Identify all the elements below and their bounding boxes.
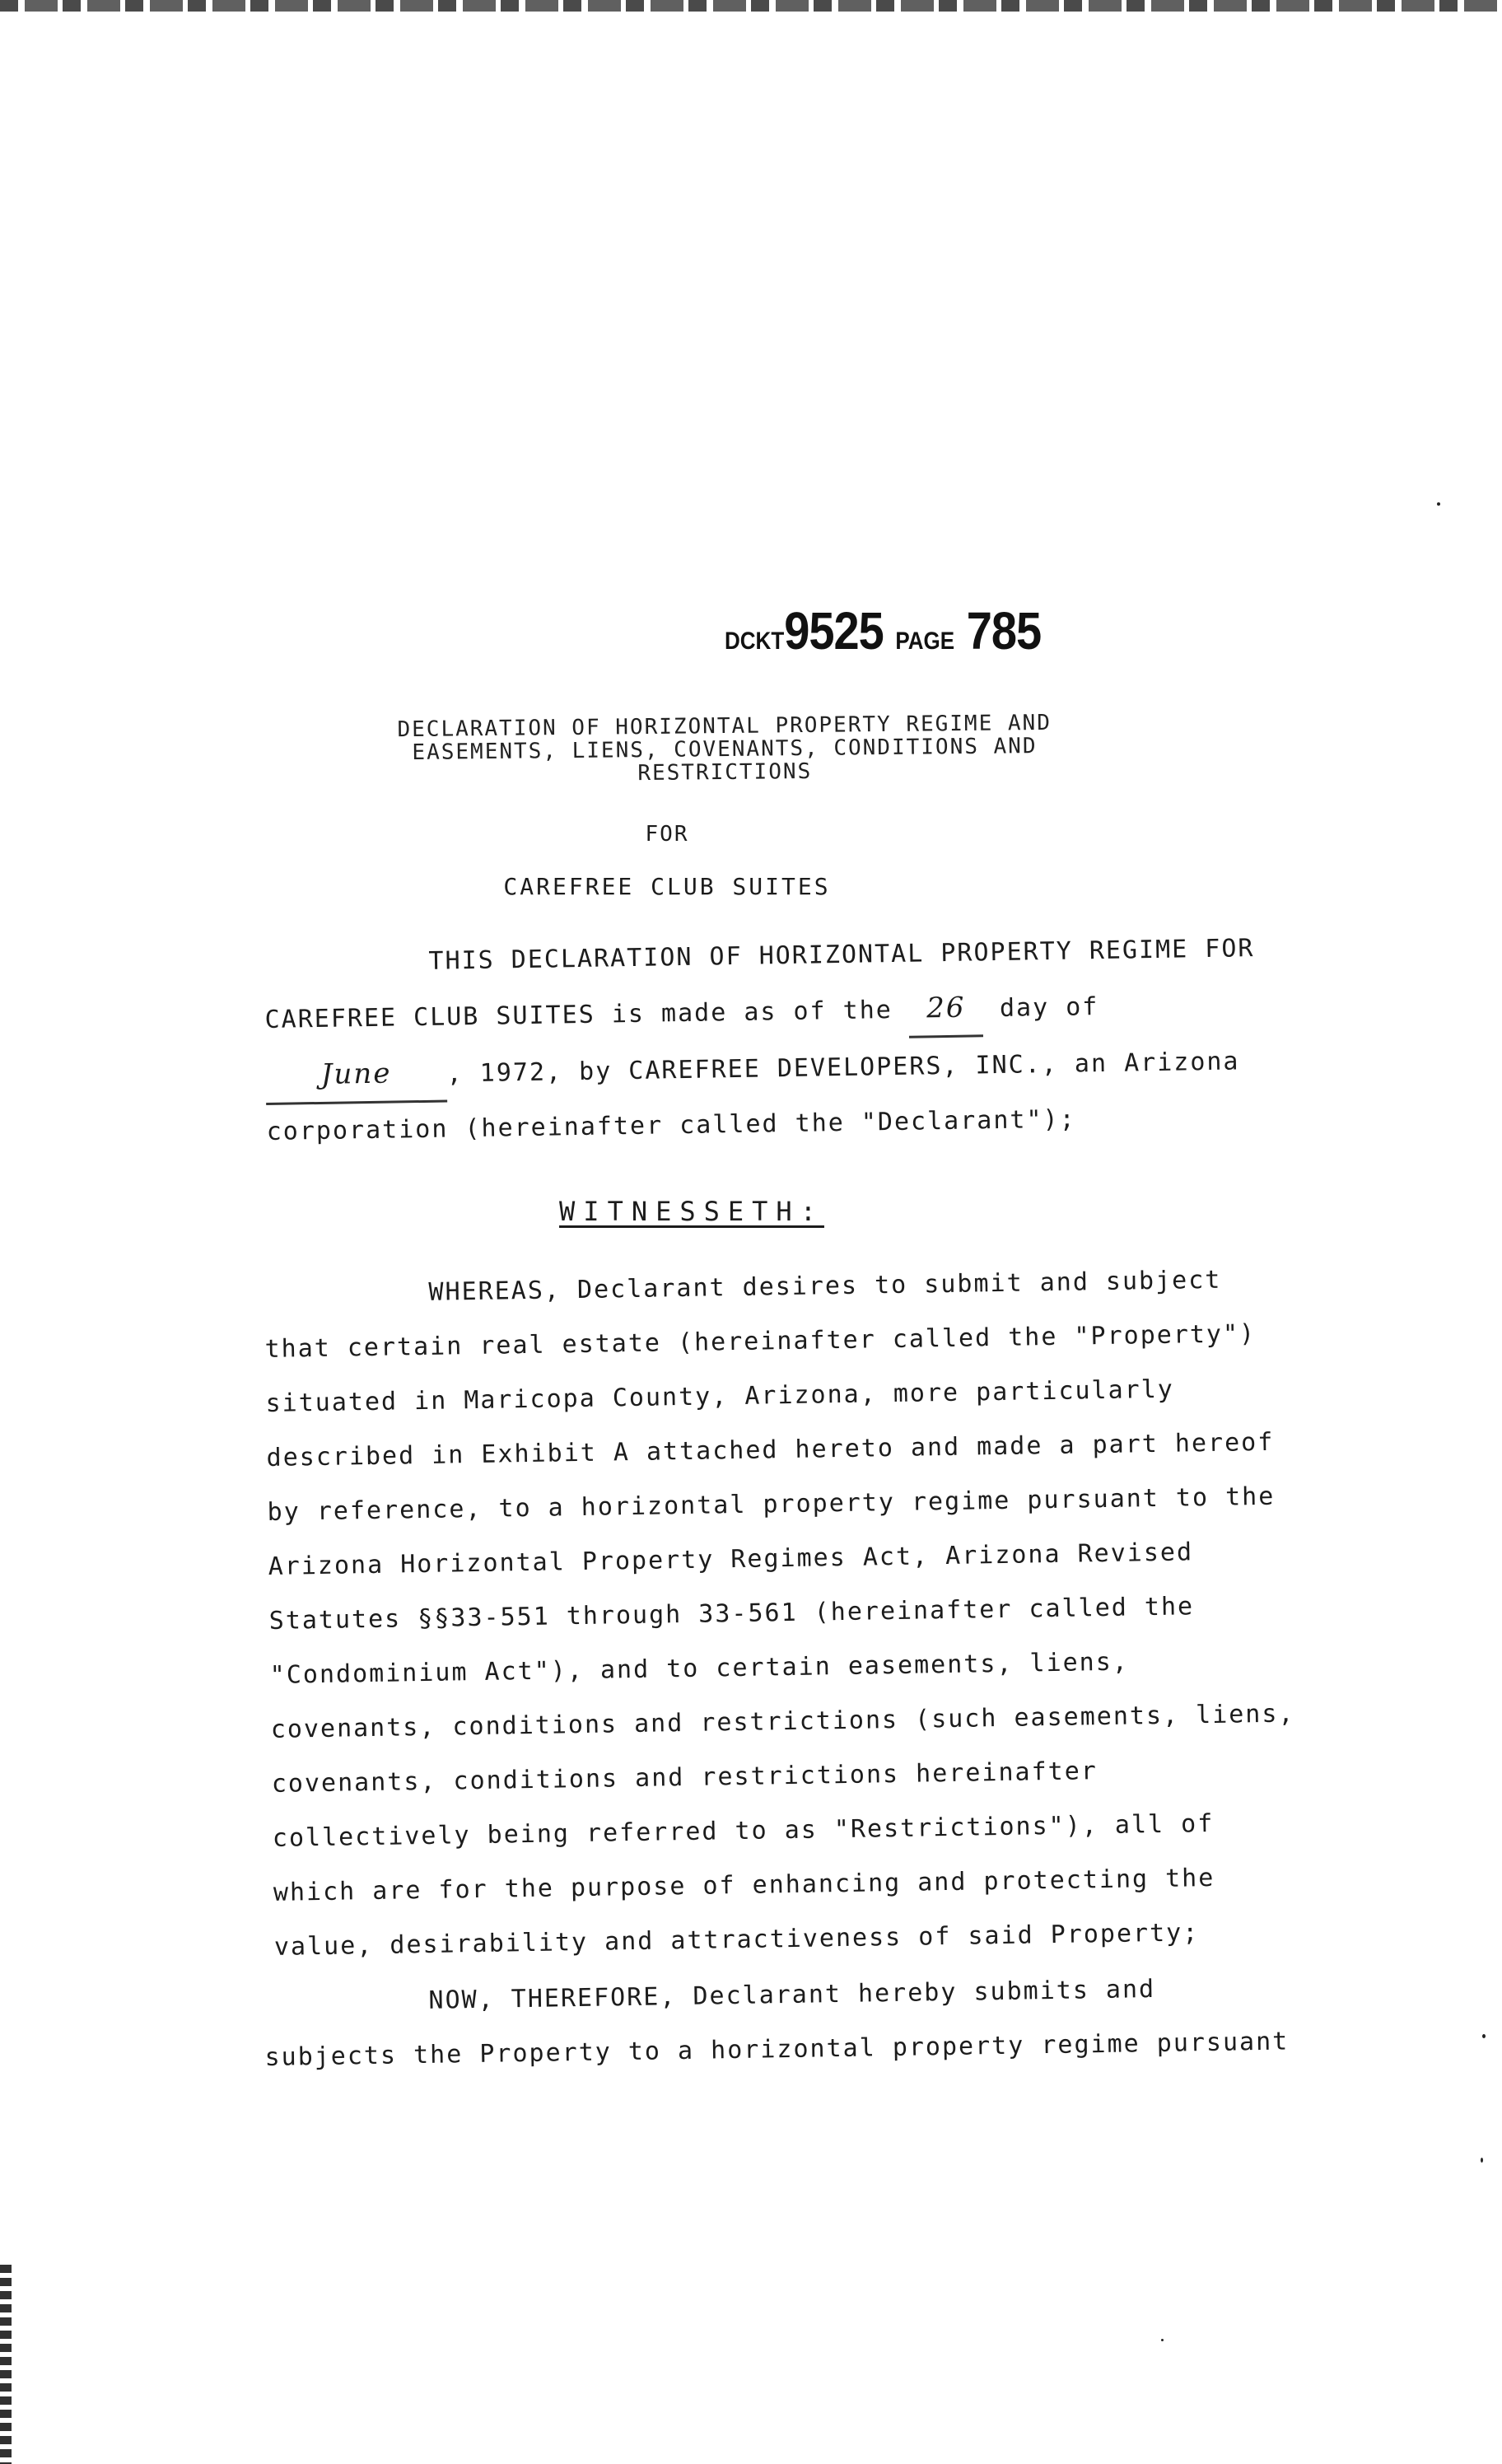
scan-speck — [1161, 2339, 1164, 2341]
scan-speck — [1481, 2158, 1483, 2163]
paragraph-indent — [264, 1300, 429, 1303]
opening-paragraph: THIS DECLARATION OF HORIZONTAL PROPERTY REGIME FOR CAREFREE CLUB SUITES is made as of the 26 day of June , 1972, by CAREFREE DEVELOPERS, INC., an Arizona corporation (hereinafter called the "Declarant"); — [264, 934, 1255, 1146]
opening-lead: THIS DECLARATION OF HORIZONTAL PROPERTY REGIME FOR — [428, 934, 1255, 976]
title-line-1: DECLARATION OF HORIZONTAL PROPERTY REGIME AND — [397, 710, 1052, 743]
page-number: 785 — [966, 600, 1042, 660]
scan-edge-left — [0, 2265, 12, 2464]
scan-edge-top — [0, 0, 1502, 12]
title-line-2: EASEMENTS, LIENS, COVENANTS, CONDITIONS AND — [412, 734, 1038, 765]
handwritten-month: June — [265, 1046, 447, 1105]
title-line-3: RESTRICTIONS — [637, 758, 813, 786]
handwritten-day: 26 — [908, 980, 983, 1038]
whereas-paragraph — [264, 1252, 1304, 1975]
docket-label: DCKT — [725, 626, 785, 655]
witnesseth-heading: WITNESSETH: — [559, 1196, 824, 1227]
opening-before-day: CAREFREE CLUB SUITES is made as of the — [264, 996, 893, 1034]
scan-speck — [1437, 502, 1440, 506]
now-therefore-paragraph — [264, 1960, 1294, 2085]
recording-book-reference — [725, 600, 1041, 661]
scan-speck — [1482, 2034, 1486, 2038]
paragraph-indent — [264, 969, 429, 972]
paragraph-indent — [264, 2009, 429, 2011]
for-label: FOR — [645, 822, 689, 847]
docket-number: 9525 — [784, 600, 884, 660]
opening-after: 1972, by CAREFREE DEVELOPERS, INC., an Arizona corporation (hereinafter called the "Declarant"); — [266, 1047, 1240, 1146]
project-name: CAREFREE CLUB SUITES — [503, 873, 831, 900]
page-label: PAGE — [895, 626, 955, 655]
opening-day-of: day of — [999, 992, 1099, 1023]
whereas-text: WHEREAS, Declarant desires to submit and subject that certain real estate (hereinafter called the "Property") situated in Maricopa County, Arizona, more particularly described in Exhibit A attached hereto and made a part hereof by reference, to a horizontal property regime pursuant to the Arizona Horizontal Property Regimes Act, Arizona Revised Statutes §§33-551 through 33-561 (hereinafter called the "Condominium Act"), and to certain easements, liens, covenants, conditions and restrictions (such easements, liens, covenants, conditions and restrictions hereinafter collectively being referred to as "Restrictions"), all of which are for the purpose of enhancing and protecting the value, desirability and attractiveness of said Property; — [264, 1265, 1295, 1962]
document-title — [296, 711, 1154, 789]
now-therefore-text: NOW, THEREFORE, Declarant hereby submits and subjects the Property to a horizontal property regime pursuant — [264, 1974, 1290, 2072]
